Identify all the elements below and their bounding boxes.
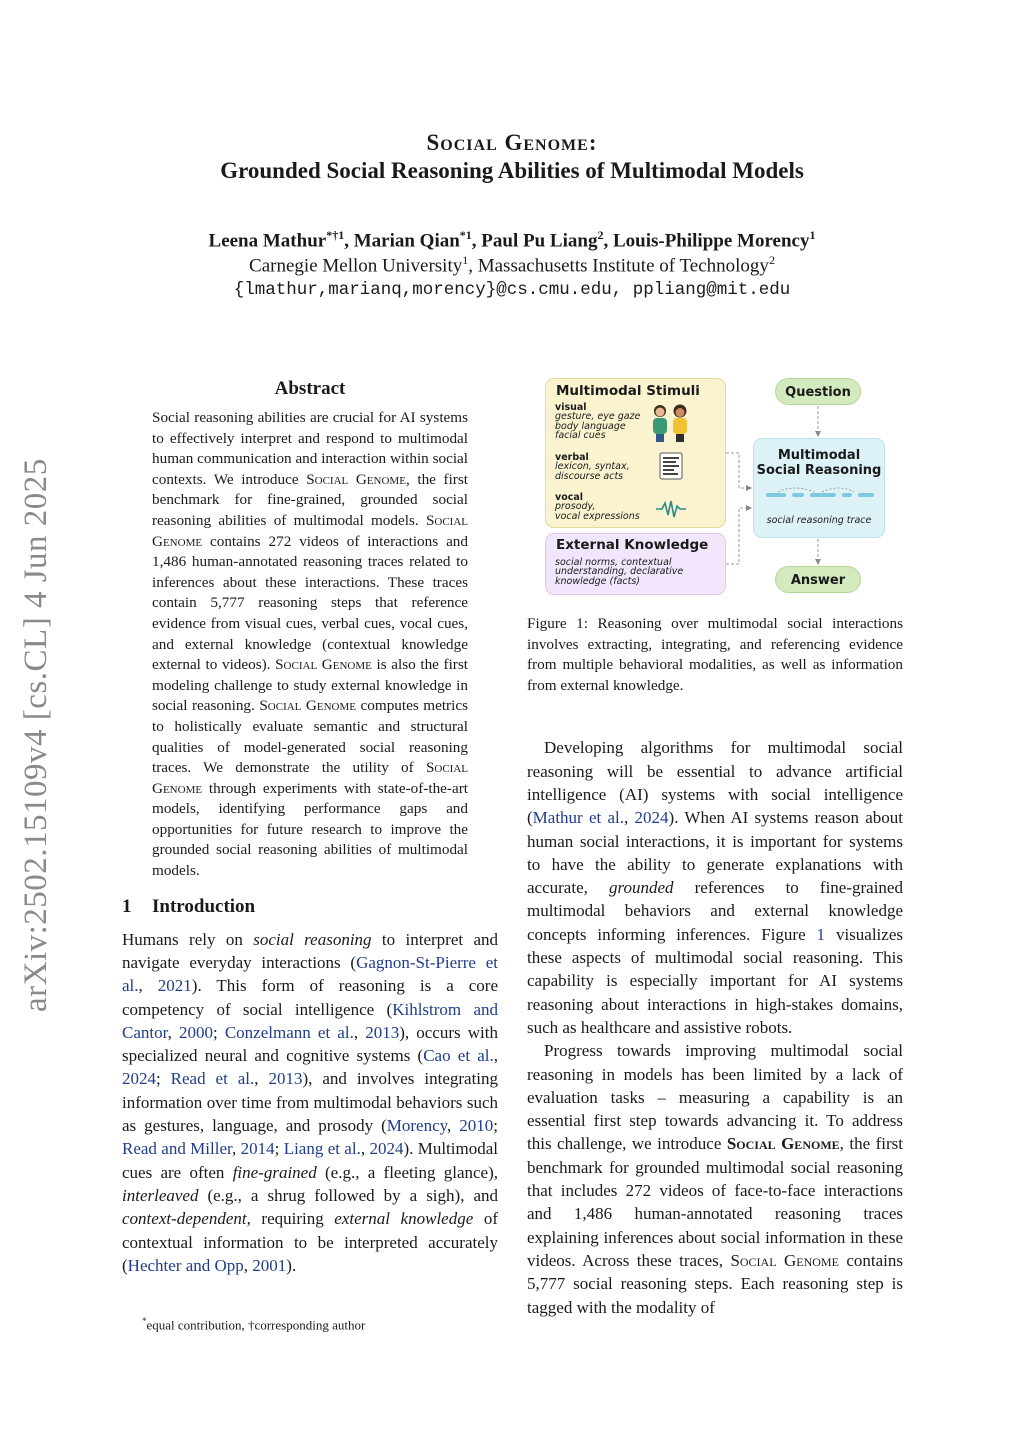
external-knowledge-desc: social norms, contextual understanding, declarative knowledge (facts)	[555, 557, 684, 587]
title-line-1: Social Genome:	[426, 130, 598, 155]
question-node: Question	[775, 378, 861, 405]
citation-link[interactable]: Morency	[386, 1116, 448, 1136]
citation-link[interactable]: Read et al.	[170, 1069, 255, 1089]
verbal-modality: verbal lexicon, syntax, discourse acts	[555, 452, 630, 482]
citation-year-link[interactable]: 2013	[365, 1022, 400, 1042]
stimuli-title: Multimodal Stimuli	[556, 383, 700, 399]
arxiv-identifier-stamp: arXiv:2502.15109v4 [cs.CL] 4 Jun 2025	[18, 458, 54, 1012]
multimodal-social-reasoning-box	[753, 438, 885, 538]
author-affil-mark: 1	[809, 228, 816, 242]
reasoning-trace-label: social reasoning trace	[766, 515, 872, 526]
citation-link[interactable]: Cao et al.	[423, 1046, 494, 1066]
benchmark-name: Social Genome	[152, 511, 468, 550]
citation-link[interactable]: Hechter and Opp	[127, 1255, 244, 1275]
vocal-modality: vocal prosody, vocal expressions	[555, 492, 640, 522]
figure-1-diagram	[527, 378, 903, 600]
benchmark-name: Social Genome	[726, 1134, 840, 1154]
benchmark-name: Social Genome	[730, 1250, 839, 1270]
intro-continued	[527, 736, 903, 1318]
author-name: Louis-Philippe Morency	[612, 230, 810, 252]
left-column	[122, 378, 498, 1277]
reasoning-title: Multimodal Social Reasoning	[756, 448, 882, 478]
benchmark-name: Social Genome	[152, 759, 468, 797]
intro-paragraph: Progress towards improving multimodal social reasoning in models has been limited by a lack of evaluation tasks – measuring a capability is an essential first step towards advancing it. To address this challenge, we introduce Social Genome, the first benchmark for grounded multimodal social reasoning that includes 272 videos of face-to-face interactions and 1,486 human-annotated reasoning traces explaining inferences about social information in these videos. Across these traces, Social Genome contains 5,777 social reasoning steps. Each reasoning step is tagged with the modality of	[527, 1041, 903, 1317]
citation-year-link[interactable]: 2013	[268, 1069, 303, 1089]
section-title: Introduction	[152, 895, 256, 917]
title-line-2: Grounded Social Reasoning Abilities of Multimodal Models	[220, 158, 804, 183]
section-heading-introduction	[122, 896, 498, 918]
affiliation: Massachusetts Institute of Technology	[477, 255, 769, 277]
visual-modality: visual gesture, eye gaze body language facial cues	[555, 402, 641, 442]
answer-node: Answer	[775, 566, 861, 593]
citation-link[interactable]: Conzelmann et al.	[224, 1022, 354, 1042]
figure-label: Figure 1:	[527, 615, 588, 632]
benchmark-name: Social Genome	[306, 470, 406, 488]
author-affil-mark: *†1	[326, 228, 345, 242]
footnote-mark: *	[142, 1316, 147, 1326]
affiliation: Carnegie Mellon University	[249, 255, 463, 277]
citation-year-link[interactable]: 2001	[252, 1255, 287, 1275]
abstract-heading: Abstract	[274, 378, 346, 399]
citation-link[interactable]: Kihlstrom and Cantor	[122, 999, 498, 1042]
right-column	[527, 378, 903, 1319]
intro-paragraph: Humans rely on social reasoning to interpret and navigate everyday interactions (Gagnon-St-Pierre et al., 2021). This form of reasoning is a core competency of social intelligence (Kihlstrom and Cantor, 2000; Conzelmann et al., 2013), occurs with specialized neural and cognitive systems (Cao et al., 2024; Read et al., 2013), and involves integrating information over time from multimodal behaviors such as gestures, language, and prosody (Morency, 2010; Read and Miller, 2014; Liang et al., 2024). Multimodal cues are often fine-grained (e.g., a fleeting glance), interleaved (e.g., a shrug followed by a sigh), and context-dependent, requiring external knowledge of contextual information to be interpreted accurately (Hechter and Opp, 2001).	[122, 929, 499, 1275]
author-name: Leena Mathur	[208, 230, 327, 252]
waveform-icon	[656, 499, 686, 519]
affiliations: Carnegie Mellon University$^1$, Massachusetts Institute of Technology$^2$	[249, 253, 775, 277]
author-name: Paul Pu Liang	[481, 230, 598, 252]
author-name: Marian Qian	[353, 230, 460, 252]
figure-caption: Figure 1: Reasoning over multimodal social interactions involves extracting, integrating, and referencing evidence from multiple behavioral modalities, as well as information from external knowledge.	[527, 615, 904, 694]
author-affil-mark: 2	[597, 228, 604, 242]
multimodal-stimuli-box	[545, 378, 726, 528]
citation-link[interactable]: Gagnon-St-Pierre et al.	[122, 952, 498, 996]
citation-year-link[interactable]: 2010	[459, 1116, 494, 1136]
intro-paragraph: Developing algorithms for multimodal social reasoning will be essential to advance artificial intelligence (AI) systems with social intelligence (Mathur et al., 2024). When AI systems reason about human social interactions, it is important for systems to have the ability to generate explanations with accurate, grounded references to fine-grained multimodal behaviors and external knowledge concepts informing inferences. Figure 1 visualizes these aspects of multimodal social reasoning. This capability is especially important for AI systems reasoning about interactions in high-stakes domains, such as healthcare and assistive robots.	[527, 738, 904, 1037]
external-knowledge-title: External Knowledge	[556, 537, 709, 553]
figure-reference-link[interactable]: 1	[816, 924, 826, 944]
reasoning-trace-icon	[764, 485, 876, 505]
citation-year-link[interactable]: 2014	[240, 1139, 275, 1159]
author-block	[0, 228, 1024, 300]
paper-title	[0, 130, 1024, 184]
citation-year-link[interactable]: 2000	[178, 1022, 213, 1042]
citation-year-link[interactable]: 2024	[369, 1139, 404, 1159]
author-affil-mark: *1	[459, 228, 472, 242]
external-knowledge-box	[545, 533, 726, 595]
affiliation-mark: 1	[462, 253, 469, 268]
footnote	[142, 1316, 365, 1333]
benchmark-name: Social Genome	[275, 656, 372, 674]
benchmark-name: Social Genome	[259, 697, 357, 715]
citation-link[interactable]: Read and Miller	[122, 1139, 232, 1159]
document-icon	[659, 452, 683, 480]
citation-year-link[interactable]: 2024	[122, 1069, 156, 1089]
citation-year-link[interactable]: 2021	[157, 976, 192, 996]
citation-link[interactable]: Mathur et al.	[532, 808, 625, 828]
citation-link[interactable]: Liang et al.	[283, 1139, 361, 1159]
affiliation-mark: 2	[768, 253, 775, 268]
author-emails[interactable]: {lmathur,marianq,morency}@cs.cmu.edu, ppliang@mit.edu	[233, 279, 791, 300]
people-icon	[649, 403, 691, 443]
section-number: 1	[122, 895, 132, 917]
abstract-text: Social reasoning abilities are crucial for AI systems to effectively interpret and respond to multimodal human communication and interaction within social contexts. We introduce Social Genome, the first benchmark for fine-grained, grounded social reasoning abilities of multimodal models. Social Genome contains 272 videos of interactions and 1,486 human-annotated reasoning traces related to inferences about these interactions. These traces contain 5,777 reasoning steps that reference evidence from visual cues, verbal cues, vocal cues, and external knowledge (contextual knowledge external to videos). Social Genome is also the first modeling challenge to study external knowledge in social reasoning. Social Genome computes metrics to holistically evaluate semantic and structural qualities of model-generated social reasoning traces. We demonstrate the utility of Social Genome through experiments with state-of-the-art models, identifying performance gaps and opportunities for future research to improve the grounded social reasoning abilities of multimodal models.	[152, 409, 468, 880]
citation-year-link[interactable]: 2024	[634, 808, 669, 828]
footnote-text: equal contribution, †corresponding author	[146, 1317, 366, 1333]
author-names: Leena Mathur$^{*\dagger 1}$, Marian Qian$^{*1}$, Paul Pu Liang$^2$, Louis-Philippe Morency$^1$	[208, 228, 816, 252]
